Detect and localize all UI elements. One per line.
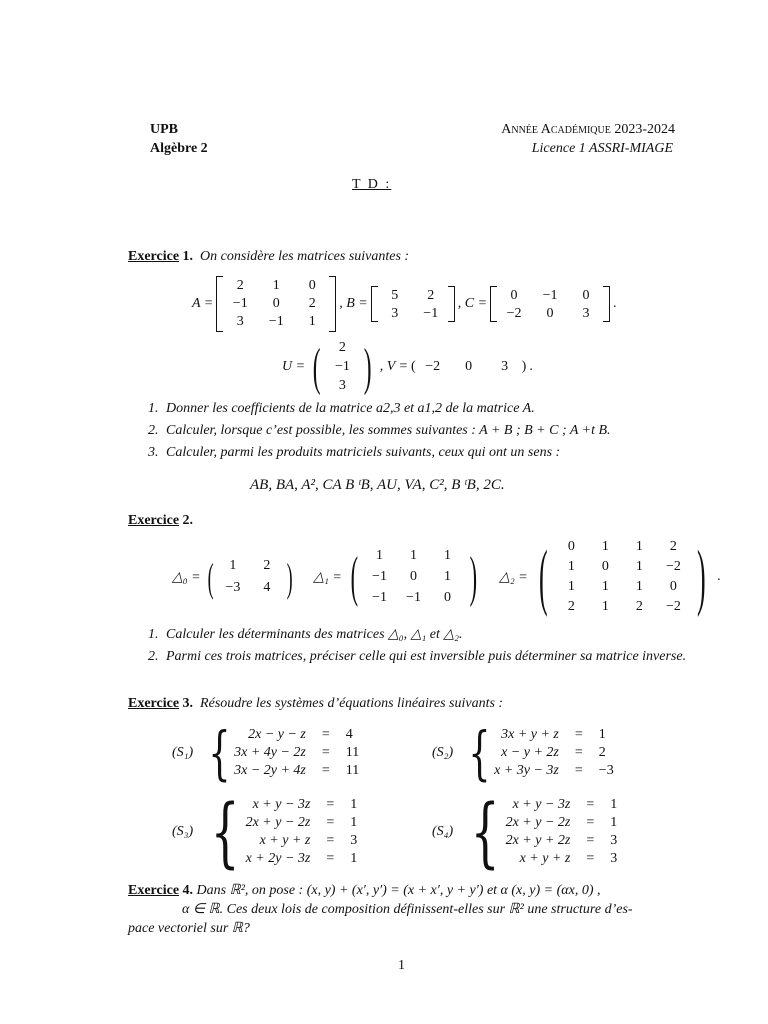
equation-eq: = <box>321 745 330 760</box>
equation-eq: = <box>586 833 595 848</box>
matrix-cell: 4 <box>263 580 271 596</box>
matrix-u: ( 2 −1 3 ) <box>312 338 372 396</box>
matrix-grid <box>223 276 329 332</box>
matrix-cell: 2 <box>308 296 316 311</box>
equation-rhs: 4 <box>345 727 353 742</box>
matrix-cell: −1 <box>372 589 387 605</box>
exercise-label: Exercice <box>128 883 180 898</box>
matrix-b-label: , B = <box>339 296 368 311</box>
list-item: 1. Donner les coefficients de la matrice a2,3 et a1,2 de la matrice A. <box>148 401 535 416</box>
equation-list <box>506 797 618 867</box>
matrix-a-label: A = <box>192 296 214 311</box>
matrix-cell: 1 <box>567 558 575 574</box>
matrix-cell: 2 <box>635 599 643 615</box>
equation-eq: = <box>326 833 335 848</box>
list-item: 2. Calculer, lorsque c’est possible, les sommes suivantes : A + B ; B + C ; A +t B. <box>148 423 611 438</box>
matrix-cell: −2 <box>665 558 681 574</box>
matrix-cell: 0 <box>444 589 451 605</box>
matrix-cell: −1 <box>423 306 439 321</box>
matrix-cell: 2 <box>236 278 244 293</box>
equation-eq: = <box>586 851 595 866</box>
exercise-label: Exercice <box>128 696 180 711</box>
matrix-v-label: , V = <box>379 359 408 374</box>
equation-lhs: 3x − 2y + 4z <box>234 763 306 778</box>
matrices-abc <box>192 276 617 332</box>
matrix-cell: −1 <box>232 296 248 311</box>
matrix-grid <box>325 338 359 397</box>
matrix-end-2: . <box>529 359 533 374</box>
equation-rhs: 1 <box>350 851 358 866</box>
matrix-u-label: U = <box>282 359 306 374</box>
equation-lhs: 2x + y + 2z <box>505 833 571 848</box>
matrix-cell: 1 <box>444 548 451 564</box>
equation-eq: = <box>326 797 335 812</box>
exercise-1-heading <box>128 249 409 265</box>
matrix-c <box>490 286 610 322</box>
exercise-label: Exercice <box>128 513 180 528</box>
equation-list <box>234 727 359 779</box>
matrix-end: . <box>613 296 617 311</box>
equation-lhs: x + y − 3z <box>512 797 571 812</box>
matrix-cell: −1 <box>372 568 387 584</box>
matrix-cell: 2 <box>427 288 435 303</box>
matrix-delta-1: ( 1 1 1 −1 0 1 −1 −1 0 ) <box>350 546 477 608</box>
matrix-grid <box>378 286 448 322</box>
matrix-cell: −2 <box>425 359 441 374</box>
equation-lhs: 3x + y + z <box>501 727 559 742</box>
matrix-cell: 1 <box>567 579 575 595</box>
equation-eq: = <box>321 763 330 778</box>
program-name: Licence 1 ASSRI-MIAGE <box>531 141 673 156</box>
matrix-cell: 0 <box>510 288 518 303</box>
matrix-cell: 2 <box>338 340 346 355</box>
matrix-cell: 1 <box>410 548 417 564</box>
matrix-delta-0: ( 1 2 −3 4 ) <box>207 554 293 600</box>
matrix-end: . <box>717 569 721 584</box>
equation-rhs: 1 <box>350 797 358 812</box>
matrix-cell: 0 <box>601 558 609 574</box>
matrix-cell: 0 <box>567 538 575 554</box>
exercise-text: Dans ℝ², on pose : (x, y) + (x′, y′) = (x + x′, y + y′) et α (x, y) = (αx, 0) , <box>196 883 601 898</box>
equation-rhs: 1 <box>598 727 606 742</box>
page-title: T D : <box>352 177 392 192</box>
matrix-grid <box>364 545 464 609</box>
delta-0-label: △₀ = <box>172 569 201 585</box>
equation-list <box>246 797 358 867</box>
exercise-2-heading <box>128 513 193 529</box>
matrix-cell: 2 <box>263 557 271 573</box>
matrix-cell: 1 <box>601 599 609 615</box>
matrix-cell: 0 <box>465 359 473 374</box>
system-label: (S₃) <box>172 824 194 839</box>
system-label: (S₄) <box>432 824 454 839</box>
system-s3: (S₃) { x + y − 3z = 1 2x + y − 2z = 1 x + y + z = 3 x + 2y − 3z = 1 <box>172 787 358 876</box>
matrix-cell: 2 <box>567 599 575 615</box>
matrix-cell: 2 <box>669 538 677 554</box>
matrix-cell: 0 <box>410 568 417 584</box>
matrix-grid <box>416 357 522 377</box>
exercise-number: 2. <box>182 513 194 528</box>
equation-eq: = <box>326 815 335 830</box>
matrix-grid <box>217 554 283 601</box>
school-name: UPB <box>150 122 178 137</box>
matrix-cell: 1 <box>601 579 609 595</box>
equation-lhs: x + y + z <box>259 833 311 848</box>
matrix-cell: 1 <box>601 538 609 554</box>
system-s4: (S₄) { x + y − 3z = 1 2x + y − 2z = 1 2x + y + 2z = 3 x + y + z = 3 <box>432 787 618 876</box>
equation-eq: = <box>321 727 330 742</box>
equation-eq: = <box>326 851 335 866</box>
matrix-cell: −2 <box>506 306 522 321</box>
matrix-cell: 0 <box>582 288 590 303</box>
matrix-cell: 0 <box>669 579 677 595</box>
matrix-cell: −3 <box>225 580 241 596</box>
exercise-intro: Résoudre les systèmes d’équations linéaires suivants : <box>200 696 504 711</box>
matrix-c-label: , C = <box>457 296 488 311</box>
matrix-cell: 3 <box>338 378 346 393</box>
equation-rhs: 3 <box>610 833 618 848</box>
equation-rhs: 2 <box>598 745 606 760</box>
page-number: 1 <box>398 958 405 973</box>
equation-lhs: 2x + y − 2z <box>505 815 571 830</box>
equation-lhs: x + 2y − 3z <box>245 851 311 866</box>
matrix-cell: 3 <box>501 359 509 374</box>
matrix-cell: 3 <box>391 306 399 321</box>
academic-year: Année Académique 2023-2024 <box>501 122 675 137</box>
equation-list <box>494 727 614 779</box>
matrix-cell: −2 <box>665 599 681 615</box>
matrix-cell: −1 <box>406 589 421 605</box>
matrix-delta-2: ( 0 1 1 2 1 0 1 −2 1 1 1 0 2 1 2 −2 ) <box>538 535 707 618</box>
delta-1-label: △₁ = <box>313 569 342 585</box>
matrix-cell: 1 <box>272 278 280 293</box>
equation-lhs: 3x + 4y − 2z <box>234 745 306 760</box>
matrix-grid <box>497 286 603 322</box>
exercise-1-questions <box>148 400 688 466</box>
matrix-cell: −1 <box>334 359 350 374</box>
equation-lhs: x + y + z <box>519 851 571 866</box>
matrix-cell: −1 <box>268 314 284 329</box>
exercise-text: pace vectoriel sur ℝ? <box>128 921 250 936</box>
matrix-cell: 1 <box>376 548 383 564</box>
equation-lhs: x − y + 2z <box>501 745 559 760</box>
matrix-cell: 1 <box>635 579 643 595</box>
equation-lhs: x + 3y − 3z <box>494 763 559 778</box>
matrix-v: ( −2 0 3 ) <box>411 357 526 377</box>
exercise-2-questions <box>148 626 688 670</box>
system-label: (S₁) <box>172 745 194 760</box>
equation-eq: = <box>586 797 595 812</box>
equation-rhs: 11 <box>345 763 360 778</box>
matrix-cell: 1 <box>635 538 643 554</box>
matrix-cell: 1 <box>229 557 237 573</box>
equation-eq: = <box>574 727 583 742</box>
matrix-cell: 5 <box>391 288 399 303</box>
system-label: (S₂) <box>432 745 454 760</box>
list-item: 2. Parmi ces trois matrices, préciser celle qui est inversible puis déterminer sa matrice inverse. <box>148 649 687 664</box>
matrices-uv <box>282 339 533 395</box>
equation-rhs: 1 <box>610 815 618 830</box>
matrix-cell: 0 <box>272 296 280 311</box>
exercise-label: Exercice <box>128 249 180 264</box>
exercise-number: 3. <box>182 696 194 711</box>
equation-rhs: 11 <box>345 745 360 760</box>
matrix-b <box>371 286 455 322</box>
exercise-3-heading <box>128 696 503 712</box>
exercise-intro: On considère les matrices suivantes : <box>200 249 410 264</box>
system-s1: (S₁) { 2x − y − z = 4 3x + 4y − 2z = 11 3x − 2y + 4z = 11 <box>172 719 360 787</box>
exercise-number: 1. <box>182 249 194 264</box>
matrix-cell: 1 <box>308 314 316 329</box>
delta-2-label: △₂ = <box>499 569 528 585</box>
equation-rhs: 1 <box>350 815 358 830</box>
matrix-cell: 1 <box>444 568 451 584</box>
equation-rhs: 1 <box>610 797 618 812</box>
list-item: 3. Calculer, parmi les produits matriciels suivants, ceux qui ont un sens : <box>148 445 561 460</box>
matrix-cell: 0 <box>546 306 554 321</box>
course-name: Algèbre 2 <box>150 141 208 156</box>
matrix-cell: 3 <box>236 314 244 329</box>
matrix-cell: 0 <box>308 278 316 293</box>
product-list: AB, BA, A², CA B ᵗB, AU, VA, C², B ᵗB, 2C. <box>250 477 505 493</box>
equation-rhs: 3 <box>350 833 358 848</box>
equation-rhs: −3 <box>598 763 614 778</box>
matrix-a <box>216 276 336 332</box>
equation-eq: = <box>574 745 583 760</box>
equation-eq: = <box>574 763 583 778</box>
equation-rhs: 3 <box>610 851 618 866</box>
matrix-cell: −1 <box>542 288 558 303</box>
exercise-number: 4. <box>182 883 194 898</box>
equation-lhs: 2x + y − 2z <box>245 815 311 830</box>
matrix-grid <box>555 535 689 620</box>
equation-eq: = <box>586 815 595 830</box>
equation-lhs: 2x − y − z <box>248 727 306 742</box>
matrix-cell: 3 <box>582 306 590 321</box>
exercise-text: α ∈ ℝ. Ces deux lois de composition définissent-elles sur ℝ² une structure d’es- <box>182 902 633 917</box>
system-s2: (S₂) { 3x + y + z = 1 x − y + 2z = 2 x + 3y − 3z = −3 <box>432 719 614 787</box>
determinant-matrices <box>172 535 721 618</box>
equation-lhs: x + y − 3z <box>252 797 311 812</box>
exercise-4 <box>128 881 676 938</box>
matrix-cell: 1 <box>635 558 643 574</box>
list-item: 1. Calculer les déterminants des matrices △₀, △₁ et △₂. <box>148 627 463 642</box>
